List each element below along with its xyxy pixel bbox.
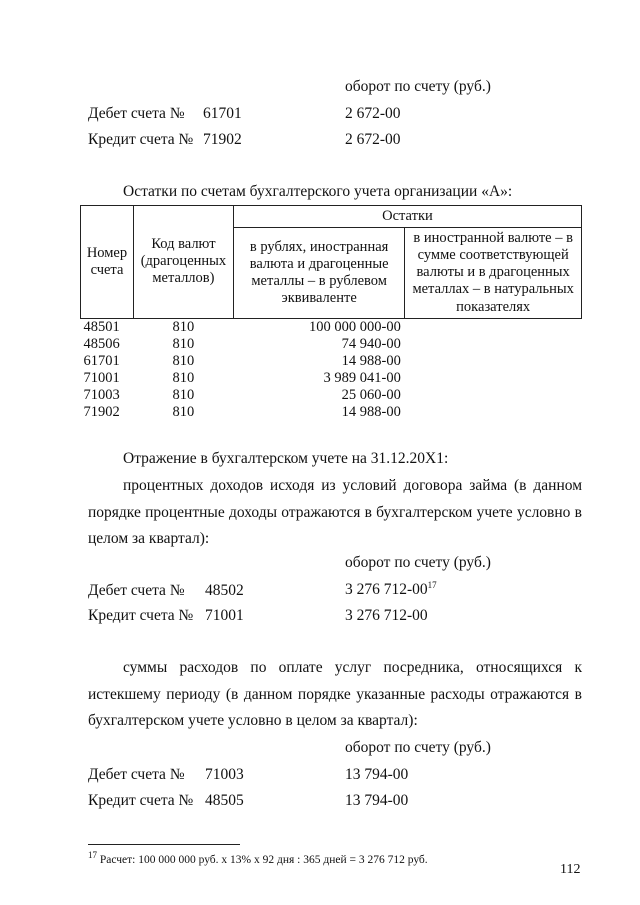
account-cell: 48506 — [83, 335, 120, 352]
entry3-debit-account: 71003 — [205, 766, 244, 783]
footnote-ref: 17 — [427, 580, 437, 590]
para1-line2: порядке процентные доходы отражаются в бухгалтерском учете условно в — [88, 504, 582, 521]
entry2-debit-amount: 3 276 712-00 — [345, 581, 428, 599]
foreign-cell — [405, 318, 582, 336]
page-number: 112 — [560, 862, 581, 877]
entry3-credit-amount: 13 794-00 — [345, 792, 409, 809]
rub-cell: 3 989 041-00 — [323, 369, 401, 386]
entry1-header: оборот по счету (руб.) — [345, 78, 491, 95]
entry3-credit-label: Кредит счета № — [88, 792, 194, 809]
code-cell: 810 — [172, 404, 195, 421]
entry2-debit-account: 48502 — [205, 582, 244, 599]
rub-cell: 14 988-00 — [341, 404, 401, 421]
rub-cell: 74 940-00 — [341, 335, 401, 352]
entry2-header: оборот по счету (руб.) — [345, 554, 491, 571]
footnote-divider — [88, 844, 240, 845]
entry2-credit-account: 71001 — [205, 607, 244, 624]
code-cell: 810 — [172, 352, 195, 369]
entry2-credit-amount: 3 276 712-00 — [345, 607, 428, 624]
table-row — [81, 370, 582, 387]
entry1-debit-account: 61701 — [203, 105, 242, 122]
balances-title: Остатки по счетам бухгалтерского учета организации «А»: — [123, 183, 513, 200]
entry1-credit-amount: 2 672-00 — [345, 131, 401, 148]
code-cell: 810 — [172, 387, 195, 404]
para2-line3: бухгалтерском учете условно в целом за квартал): — [88, 712, 418, 729]
entry1-credit-label: Кредит счета № — [88, 131, 194, 148]
foreign-cell — [405, 404, 582, 421]
footnote — [88, 850, 428, 868]
foreign-cell — [405, 336, 582, 353]
entry2-credit-label: Кредит счета № — [88, 607, 194, 624]
table-row — [81, 318, 582, 336]
para1-line3: целом за квартал): — [88, 530, 210, 547]
table-row — [81, 336, 582, 353]
foreign-cell — [405, 387, 582, 404]
code-cell: 810 — [172, 335, 195, 352]
entry1-credit-account: 71902 — [203, 131, 242, 148]
col-rub-header: в рублях, иностранная валюта и драгоценные металлы – в рублевом эквиваленте — [233, 228, 404, 319]
balances-table — [80, 205, 582, 421]
para2-line1: суммы расходов по оплате услуг посредника, относящихся к — [123, 659, 582, 676]
reflection-title: Отражение в бухгалтерском учете на 31.12.20Х1: — [123, 450, 449, 467]
entry2-debit-label: Дебет счета № — [88, 582, 185, 599]
entry1-debit-label: Дебет счета № — [88, 105, 185, 122]
account-cell: 71001 — [83, 369, 120, 386]
foreign-cell — [405, 370, 582, 387]
col-code-header: Код валют (драгоценных металлов) — [133, 206, 233, 319]
table-row — [81, 353, 582, 370]
account-cell: 71003 — [83, 387, 120, 404]
entry1-debit-amount: 2 672-00 — [345, 105, 401, 122]
rub-cell: 25 060-00 — [341, 387, 401, 404]
rub-cell: 14 988-00 — [341, 352, 401, 369]
account-cell: 48501 — [83, 318, 120, 335]
entry3-header: оборот по счету (руб.) — [345, 739, 491, 756]
table-row — [81, 387, 582, 404]
table-row — [81, 404, 582, 421]
col-foreign-header: в иностранной валюте – в сумме соответствующей валюты и в драгоценных металлах – в натуральных показателях — [405, 228, 582, 319]
entry3-debit-label: Дебет счета № — [88, 766, 185, 783]
foreign-cell — [405, 353, 582, 370]
rub-cell: 100 000 000-00 — [309, 318, 401, 335]
entry2-debit-amount-wrap — [345, 580, 437, 600]
para2-line2: истекшему периоду (в данном порядке указанные расходы отражаются в — [88, 686, 582, 703]
entry3-debit-amount: 13 794-00 — [345, 766, 409, 783]
code-cell: 810 — [172, 318, 195, 335]
footnote-number: 17 — [88, 850, 97, 860]
code-cell: 810 — [172, 369, 195, 386]
footnote-text: Расчет: 100 000 000 руб. х 13% х 92 дня : 365 дней = 3 276 712 руб. — [99, 853, 428, 866]
col-account-header: Номер счета — [81, 206, 134, 319]
entry3-credit-account: 48505 — [205, 792, 244, 809]
account-cell: 71902 — [83, 404, 120, 421]
para1-line1: процентных доходов исходя из условий договора займа (в данном — [123, 477, 582, 494]
account-cell: 61701 — [83, 352, 120, 369]
col-remainders-header: Остатки — [233, 206, 581, 228]
